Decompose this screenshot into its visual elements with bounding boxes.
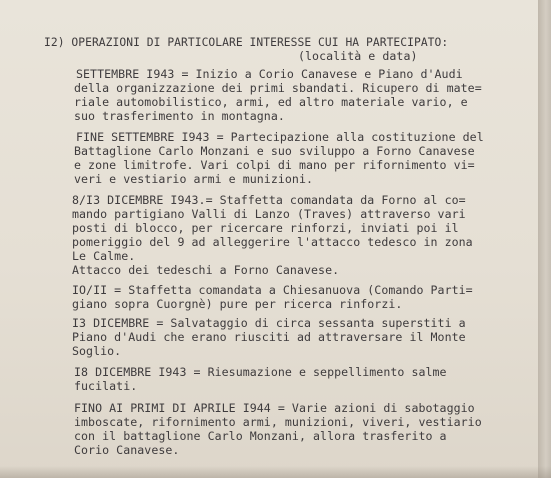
entry-3-line-5: Le Calme. [72, 249, 136, 263]
section-heading: I2) OPERAZIONI DI PARTICOLARE INTERESSE CUI HA PARTECIPATO: [44, 36, 449, 49]
entry-7-line-2: imboscate, rifornimento armi, munizioni, viveri, vestiario [74, 415, 482, 429]
entry-3-line-2: mando partigiano Valli di Lanzo (Traves) attraverso vari [72, 207, 466, 221]
section-subheading: (località e data) [298, 49, 418, 63]
entry-1-line-2: della organizzazione dei primi sbandati. Ricupero di mate= [74, 81, 482, 95]
entry-2-line-2: Battaglione Carlo Monzani e suo sviluppo a Forno Canavese [74, 144, 475, 158]
entry-2-line-3: e zone limitrofe. Vari colpi di mano per rifornimento vi= [74, 158, 475, 172]
entry-6-line-2: fucilati. [74, 379, 138, 393]
entry-3-line-4: pomeriggio del 9 ad alleggerire l'attacco tedesco in zona [72, 235, 473, 249]
entry-1-line-1: SETTEMBRE I943 = Inizio a Corio Canavese e Piano d'Audi [76, 67, 463, 81]
entry-6-line-1: I8 DICEMBRE I943 = Riesumazione e seppellimento salme [74, 365, 447, 379]
entry-7-line-3: con il battaglione Carlo Monzani, allora trasferito a [74, 429, 447, 443]
entry-5-line-2: Piano d'Audi che erano riusciti ad attraversare il Monte [72, 330, 466, 344]
entry-1-line-3: riale automobilistico, armi, ed altro materiale vario, e [74, 95, 468, 109]
entry-3-line-6: Attacco dei tedeschi a Forno Canavese. [72, 263, 340, 277]
bottom-shadow [0, 466, 551, 478]
entry-5-line-3: Soglio. [72, 344, 122, 358]
entry-7-line-1: FINO AI PRIMI DI APRILE I944 = Varie azioni di sabotaggio [74, 401, 475, 415]
entry-7-line-4: Corio Canavese. [74, 443, 180, 457]
entry-5-line-1: I3 DICEMBRE = Salvataggio di circa sessanta superstiti a [72, 316, 466, 330]
page-edge [538, 0, 551, 478]
entry-2-line-4: veri e vestiario armi e munizioni. [74, 172, 314, 186]
entry-3-line-3: posti di blocco, per ricercare rinforzi, inviati poi il [72, 221, 459, 235]
entry-2-line-1: FINE SETTEMBRE I943 = Partecipazione alla costituzione del [76, 130, 484, 144]
entry-3-line-1: 8/I3 DICEMBRE I943.= Staffetta comandata da Forno al co= [72, 193, 466, 207]
entry-4-line-2: giano sopra Cuorgnè) pure per ricerca rinforzi. [72, 297, 403, 311]
entry-1-line-4: suo trasferimento in montagna. [74, 109, 285, 123]
entry-4-line-1: IO/II = Staffetta comandata a Chiesanuova (Comando Parti= [72, 283, 473, 297]
